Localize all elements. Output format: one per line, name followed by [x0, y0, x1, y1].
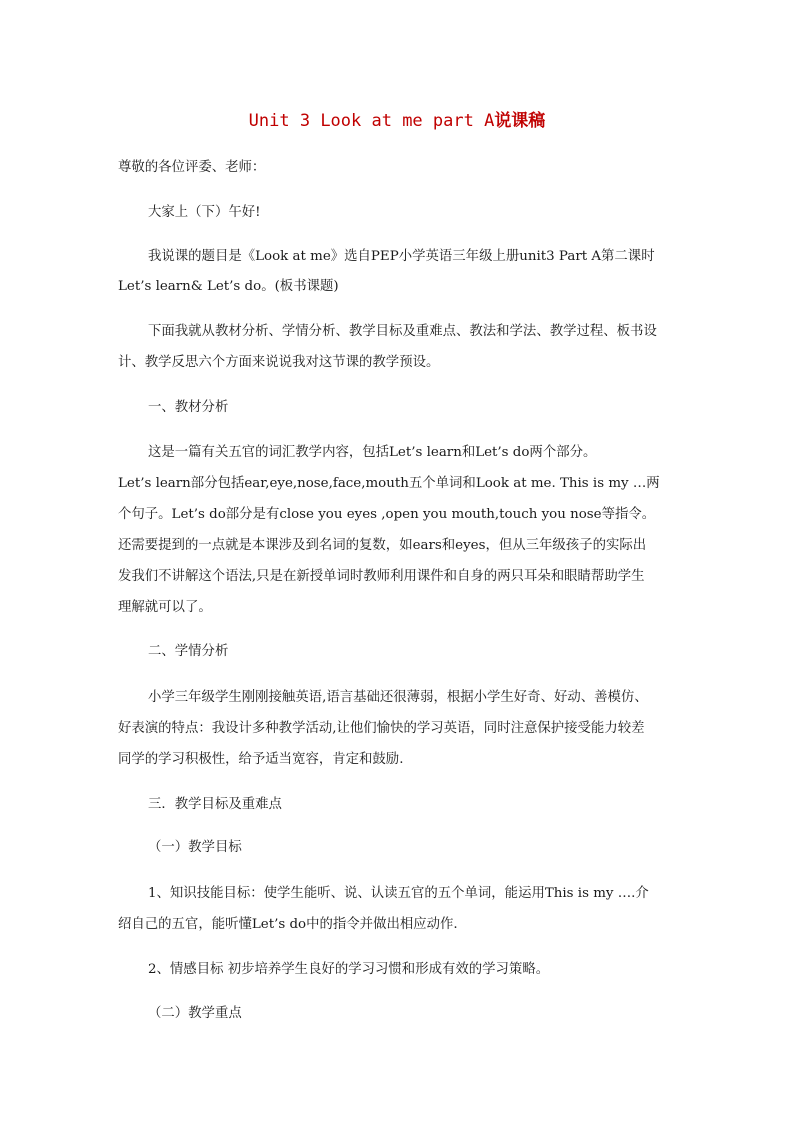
- subheading-key-points: （二）教学重点: [148, 1006, 242, 1021]
- subheading-goals: （一）教学目标: [148, 840, 242, 855]
- title-chinese: 说课稿: [494, 111, 546, 131]
- document-title: [0, 106, 794, 131]
- topic-line-1: 我说课的题目是《Look at me》选自PEP小学英语三年级上册unit3 Part A第二课时: [148, 249, 655, 264]
- material-line-3: 个句子。Let’s do部分是有close you eyes ,open you mouth,touch you nose等指令。: [118, 507, 656, 522]
- material-line-6: 理解就可以了。: [118, 600, 212, 615]
- section-heading-1: 一、教材分析: [148, 400, 229, 415]
- material-line-4: 还需要提到的一点就是本课涉及到名词的复数，如ears和eyes，但从三年级孩子的实际出: [118, 538, 647, 553]
- material-line-1: 这是一篇有关五官的词汇教学内容，包括Let’s learn和Let’s do两个部分。: [148, 445, 597, 460]
- overview-line-2: 计、教学反思六个方面来说说我对这节课的教学预设。: [118, 355, 440, 370]
- goal-line-1: 1、知识技能目标：使学生能听、说、认读五官的五个单词，能运用This is my ….介: [148, 886, 649, 901]
- learner-line-2: 好表演的特点：我设计多种教学活动,让他们愉快的学习英语，同时注意保护接受能力较差: [118, 721, 645, 736]
- topic-line-2: Let’s learn& Let’s do。(板书课题): [118, 279, 339, 294]
- learner-line-3: 同学的学习积极性，给予适当宽容，肯定和鼓励.: [118, 752, 404, 767]
- material-line-2: Let’s learn部分包括ear,eye,nose,face,mouth五个单词和Look at me. This is my …两: [118, 476, 660, 491]
- section-heading-2: 二、学情分析: [148, 644, 229, 659]
- section-heading-3: 三．教学目标及重难点: [148, 797, 282, 812]
- greeting: 尊敬的各位评委、老师：: [118, 160, 266, 175]
- overview-line-1: 下面我就从教材分析、学情分析、教学目标及重难点、教法和学法、教学过程、板书设: [148, 324, 657, 339]
- goal-line-2: 绍自己的五官，能听懂Let’s do中的指令并做出相应动作.: [118, 917, 458, 932]
- goal-line-3: 2、情感目标 初步培养学生良好的学习习惯和形成有效的学习策略。: [148, 962, 550, 977]
- opening-line: 大家上（下）午好!: [148, 205, 261, 220]
- learner-line-1: 小学三年级学生刚刚接触英语,语言基础还很薄弱，根据小学生好奇、好动、善模仿、: [148, 690, 648, 705]
- material-line-5: 发我们不讲解这个语法,只是在新授单词时教师利用课件和自身的两只耳朵和眼睛帮助学生: [118, 569, 645, 584]
- title-english: Unit 3 Look at me part A: [248, 111, 495, 131]
